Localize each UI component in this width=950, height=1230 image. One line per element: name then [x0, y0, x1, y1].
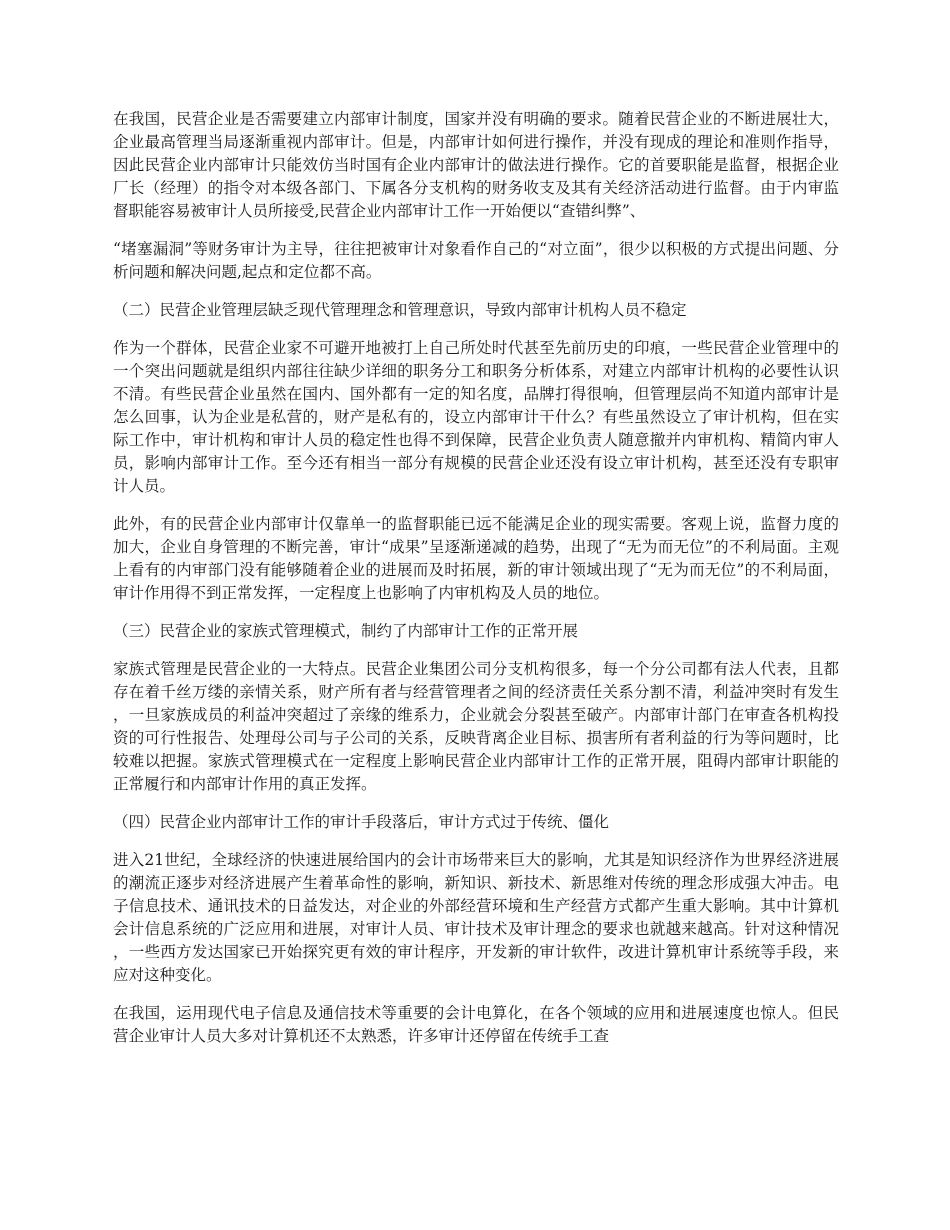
section-heading-3: （三）民营企业的家族式管理模式，制约了内部审计工作的正常开展: [113, 622, 579, 640]
paragraph-4: 此外，有的民营企业内部审计仅靠单一的监督职能已远不能满足企业的现实需要。客观上说，监督力度的加大，企业自身管理的不断完善，审计“成果”呈逐渐递减的趋势，出现了“无为而无位”的不利局面。主观上看有的内审部门没有能够随着企业的进展而及时拓展，新的审计领域出现了“无为而无位”的不利局面，审计作用得不到正常发挥，一定程度上也影响了内审机构及人员的地位。: [113, 515, 839, 602]
paragraph-3: 作为一个群体，民营企业家不可避开地被打上自己所处时代甚至先前历史的印痕，一些民营企业管理中的一个突出问题就是组织内部往往缺少详细的职务分工和职务分析体系，对建立内部审计机构的必要性认识不清。有些民营企业虽然在国内、国外都有一定的知名度，品牌打得很响，但管理层尚不知道内部审计是怎么回事，认为企业是私营的，财产是私有的，设立内部审计干什么？有些虽然设立了审计机构，但在实际工作中，审计机构和审计人员的稳定性也得不到保障，民营企业负责人随意撤并内审机构、精简内审人员，影响内部审计工作。至今还有相当一部分有规模的民营企业还没有设立审计机构，甚至还没有专职审计人员。: [113, 339, 839, 495]
paragraph-2: “堵塞漏洞”等财务审计为主导，往往把被审计对象看作自己的“对立面”，很少以积极的方式提出问题、分析问题和解决问题,起点和定位都不高。: [113, 240, 839, 281]
paragraph-7: 在我国，运用现代电子信息及通信技术等重要的会计电算化，在各个领域的应用和进展速度也惊人。但民营企业审计人员大多对计算机还不太熟悉，许多审计还停留在传统手工查: [113, 1004, 839, 1045]
section-heading-4: （四）民营企业内部审计工作的审计手段落后，审计方式过于传统、僵化: [113, 813, 610, 831]
document-body: [113, 108, 839, 1063]
section-heading-2: （二）民营企业管理层缺乏现代管理理念和管理意识，导致内部审计机构人员不稳定: [113, 301, 687, 319]
paragraph-5: 家族式管理是民营企业的一大特点。民营企业集团公司分支机构很多，每一个分公司都有法人代表，且都存在着千丝万缕的亲情关系，财产所有者与经营管理者之间的经济责任关系分割不清，利益冲突时有发生，一旦家族成员的利益冲突超过了亲缘的维系力，企业就会分裂甚至破产。内部审计部门在审查各机构投资的可行性报告、处理母公司与子公司的关系，反映背离企业目标、损害所有者利益的行为等问题时，比较难以把握。家族式管理模式在一定程度上影响民营企业内部审计工作的正常开展，阻碍内部审计职能的正常履行和内部审计作用的真正发挥。: [113, 660, 839, 793]
paragraph-1: 在我国，民营企业是否需要建立内部审计制度，国家并没有明确的要求。随着民营企业的不断进展壮大，企业最高管理当局逐渐重视内部审计。但是，内部审计如何进行操作，并没有现成的理论和准则作指导，因此民营企业内部审计只能效仿当时国有企业内部审计的做法进行操作。它的首要职能是监督，根据企业厂长（经理）的指令对本级各部门、下属各分支机构的财务收支及其有关经济活动进行监督。由于内审监督职能容易被审计人员所接受,民营企业内部审计工作一开始便以“查错纠弊”、: [113, 110, 839, 220]
paragraph-6: 进入21世纪，全球经济的快速进展给国内的会计市场带来巨大的影响，尤其是知识经济作为世界经济进展的潮流正逐步对经济进展产生着革命性的影响，新知识、新技术、新思维对传统的理念形成强大冲击。电子信息技术、通讯技术的日益发达，对企业的外部经营环境和生产经营方式都产生重大影响。其中计算机会计信息系统的广泛应用和进展，对审计人员、审计技术及审计理念的要求也就越来越高。针对这种情况，一些西方发达国家已开始探究更有效的审计程序，开发新的审计软件，改进计算机审计系统等手段，来应对这种变化。: [113, 851, 839, 984]
